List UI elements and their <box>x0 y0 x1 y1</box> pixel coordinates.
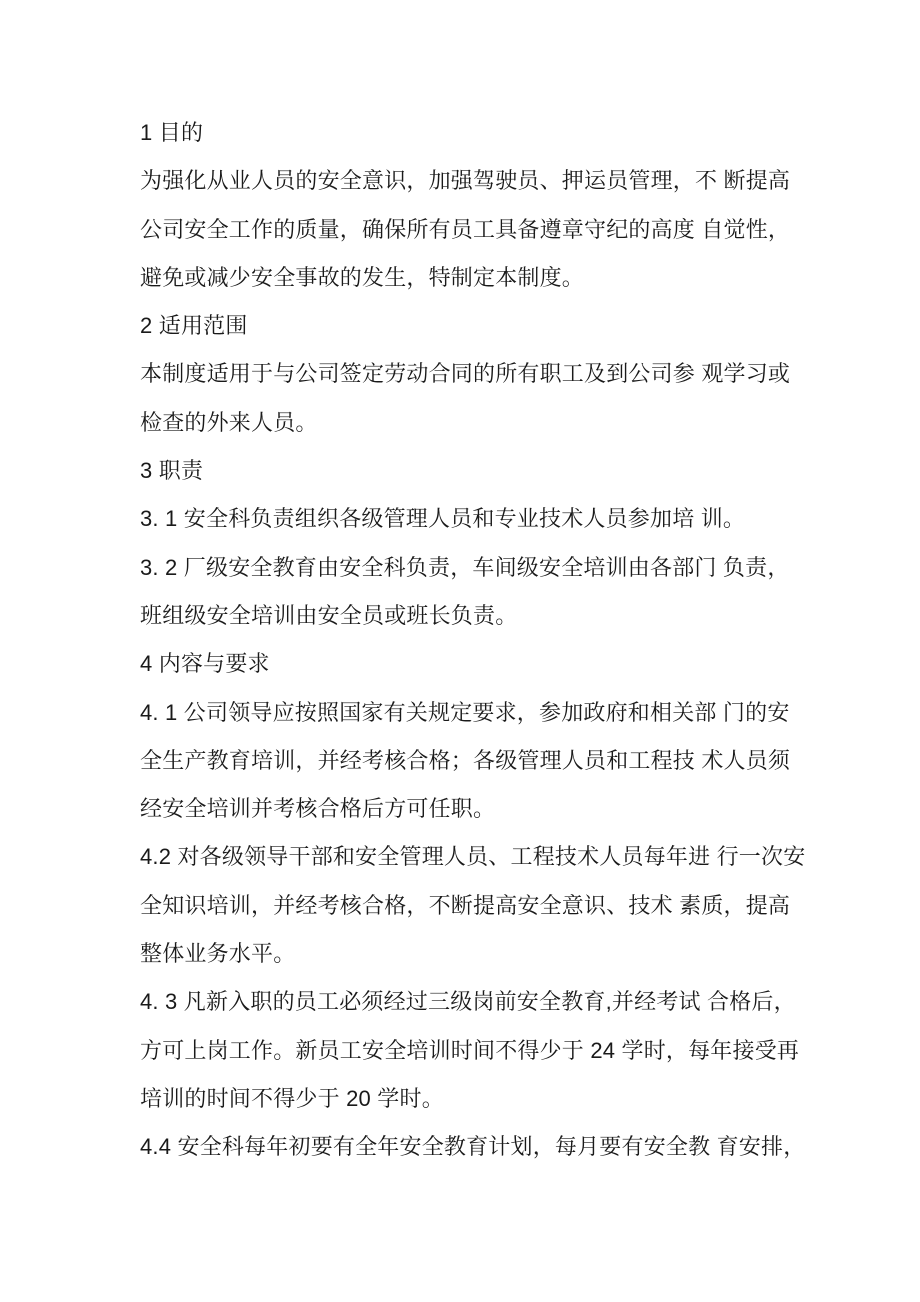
document-line: 全生产教育培训，并经考核合格；各级管理人员和工程技 术人员须 <box>140 747 791 773</box>
document-line: 检查的外来人员。 <box>140 409 318 435</box>
document-line: 4.4 安全科每年初要有全年安全教育计划，每月要有安全教 育安排， <box>140 1134 806 1160</box>
document-line: 本制度适用于与公司签定劳动合同的所有职工及到公司参 观学习或 <box>140 361 791 387</box>
document-section-scope <box>140 302 820 447</box>
section-heading: 2 适用范围 <box>140 313 248 339</box>
document-line: 全知识培训，并经考核合格，不断提高安全意识、技术 素质，提高 <box>140 892 791 918</box>
document-line: 培训的时间不得少于 20 学时。 <box>140 1085 444 1111</box>
document-line: 4. 3 凡新入职的员工必须经过三级岗前安全教育,并经考试 合格后， <box>140 989 796 1015</box>
document-line: 3. 1 安全科负责组织各级管理人员和专业技术人员参加培 训。 <box>140 506 746 532</box>
document-section-purpose <box>140 109 820 302</box>
document-line: 方可上岗工作。新员工安全培训时间不得少于 24 学时，每年接受再 <box>140 1037 800 1063</box>
document-line: 公司安全工作的质量，确保所有员工具备遵章守纪的高度 自觉性， <box>140 216 791 242</box>
document-line: 为强化从业人员的安全意识，加强驾驶员、押运员管理，不 断提高 <box>140 168 791 194</box>
document-line: 4.2 对各级领导干部和安全管理人员、工程技术人员每年进 行一次安 <box>140 844 806 870</box>
document-body <box>140 109 820 1172</box>
document-line: 整体业务水平。 <box>140 941 296 967</box>
section-heading: 3 职责 <box>140 458 204 484</box>
document-line: 3. 2 厂级安全教育由安全科负责，车间级安全培训由各部门 负责， <box>140 554 790 580</box>
section-heading: 4 内容与要求 <box>140 651 270 677</box>
document-line: 班组级安全培训由安全员或班长负责。 <box>140 602 518 628</box>
section-heading: 1 目的 <box>140 120 204 145</box>
document-line: 经安全培训并考核合格后方可任职。 <box>140 796 496 822</box>
document-line: 4. 1 公司领导应按照国家有关规定要求，参加政府和相关部 门的安 <box>140 699 790 725</box>
document-line: 避免或减少安全事故的发生，特制定本制度。 <box>140 264 585 290</box>
document-section-responsibilities <box>140 447 820 640</box>
document-section-content-requirements <box>140 640 820 1171</box>
